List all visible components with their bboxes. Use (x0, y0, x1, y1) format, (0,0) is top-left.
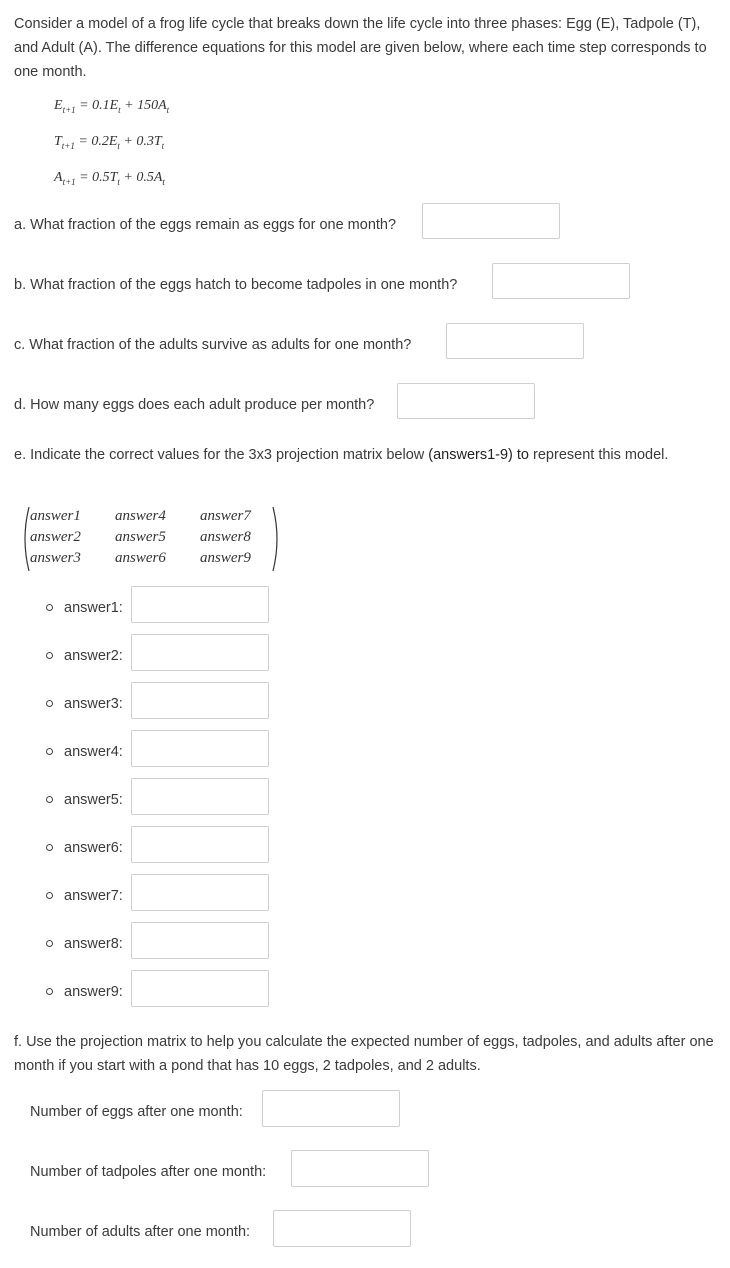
bullet-icon (46, 652, 53, 659)
question-c: c. What fraction of the adults survive as adults for one month? (14, 337, 412, 353)
question-e: e. Indicate the correct values for the 3x3 projection matrix below (answers1-9) to represent this model. (14, 447, 669, 463)
answer-c-input[interactable] (446, 323, 584, 359)
matrix-cell: answer7 (200, 508, 251, 524)
answer9-input[interactable] (131, 970, 269, 1007)
answer8-label: answer8: (46, 932, 123, 956)
matrix-cell: answer2 (30, 529, 81, 545)
question-a: a. What fraction of the eggs remain as eggs for one month? (14, 217, 397, 233)
answer1-label: answer1: (46, 596, 123, 620)
matrix-cell: answer9 (200, 550, 251, 566)
answer4-label: answer4: (46, 740, 123, 764)
answer2-label: answer2: (46, 644, 123, 668)
tadpoles-input[interactable] (291, 1150, 429, 1187)
projection-matrix (20, 506, 282, 572)
matrix-cell: answer4 (115, 508, 166, 524)
answer8-input[interactable] (131, 922, 269, 959)
answer7-input[interactable] (131, 874, 269, 911)
answer3-label: answer3: (46, 692, 123, 716)
question-d: d. How many eggs does each adult produce per month? (14, 397, 375, 413)
answer6-input[interactable] (131, 826, 269, 863)
answer5-label: answer5: (46, 788, 123, 812)
matrix-cell: answer5 (115, 529, 166, 545)
answer-a-input[interactable] (422, 203, 560, 239)
bullet-icon (46, 700, 53, 707)
adults-label: Number of adults after one month: (30, 1224, 251, 1240)
answer5-input[interactable] (131, 778, 269, 815)
answer1-input[interactable] (131, 586, 269, 623)
matrix-cell: answer1 (30, 508, 81, 524)
answer2-input[interactable] (131, 634, 269, 671)
equation-tadpoles: $T_{t+1} = 0.2E_t + 0.3T_t$ (54, 134, 165, 151)
bullet-icon (46, 748, 53, 755)
bullet-icon (46, 844, 53, 851)
bullet-icon (46, 604, 53, 611)
answer6-label: answer6: (46, 836, 123, 860)
eggs-input[interactable] (262, 1090, 400, 1127)
equation-eggs: $E_{t+1} = 0.1E_t + 150A_t$ (54, 98, 170, 115)
intro-text: Consider a model of a frog life cycle that breaks down the life cycle into three phases: Egg (E), Tadpole (T), and Adult (A). The difference equations for this model are given below, where each time step corresponds to one month. (14, 16, 707, 80)
question-f: f. Use the projection matrix to help you calculate the expected number of eggs, tadpoles, and adults after one month if you start with a pond that has 10 eggs, 2 tadpoles, and 2 adults. (14, 1034, 714, 1074)
left-paren (20, 506, 30, 572)
answer9-label: answer9: (46, 980, 123, 1004)
question-b: b. What fraction of the eggs hatch to become tadpoles in one month? (14, 277, 458, 293)
matrix-cell: answer6 (115, 550, 166, 566)
answer-b-input[interactable] (492, 263, 630, 299)
right-paren (272, 506, 282, 572)
bullet-icon (46, 796, 53, 803)
answer3-input[interactable] (131, 682, 269, 719)
equation-adults: $A_{t+1} = 0.5T_t + 0.5A_t$ (54, 170, 165, 187)
bullet-icon (46, 940, 53, 947)
answer4-input[interactable] (131, 730, 269, 767)
matrix-cell: answer3 (30, 550, 81, 566)
adults-input[interactable] (273, 1210, 411, 1247)
tadpoles-label: Number of tadpoles after one month: (30, 1164, 267, 1180)
answer-d-input[interactable] (397, 383, 535, 419)
bullet-icon (46, 988, 53, 995)
eggs-label: Number of eggs after one month: (30, 1104, 243, 1120)
answer7-label: answer7: (46, 884, 123, 908)
matrix-cell: answer8 (200, 529, 251, 545)
bullet-icon (46, 892, 53, 899)
